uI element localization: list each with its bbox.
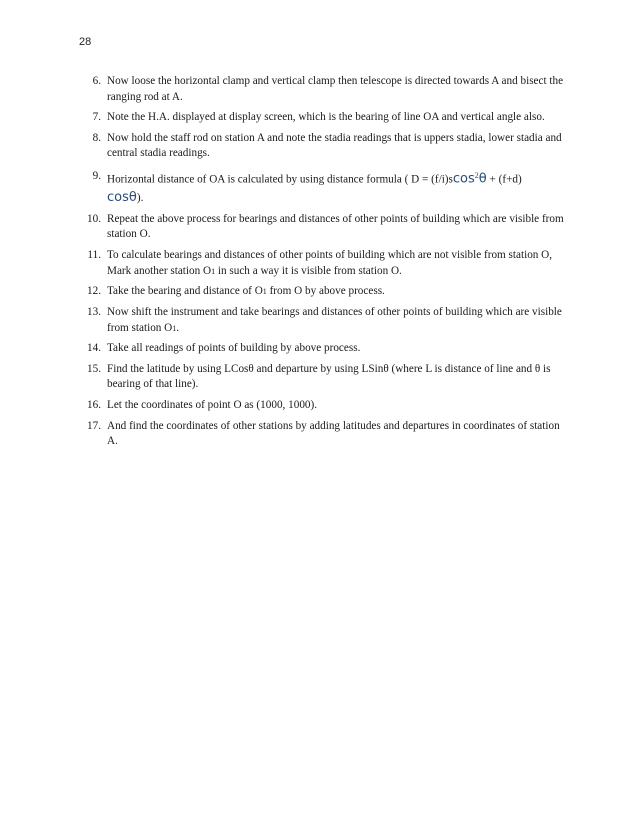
- step-number: 8.: [92, 131, 101, 144]
- step-text: Now hold the staff rod on station A and note the stadia readings that is uppers stadia, lower stadia and central stadia readings.: [107, 131, 562, 160]
- step-text-formula: [107, 167, 564, 207]
- step-number: 7.: [92, 111, 101, 124]
- step-text-part: from O by above process.: [266, 285, 385, 298]
- step-text: And find the coordinates of other stations by adding latitudes and departures in coordinates of station A.: [107, 419, 560, 448]
- list-item: [86, 305, 564, 336]
- step-text: Find the latitude by using LCosθ and departure by using LSinθ (where L is distance of line and θ is bearing of that line).: [107, 362, 551, 391]
- step-number: 11.: [87, 249, 101, 262]
- cos-function: cos: [452, 171, 475, 187]
- step-text-part: .: [176, 321, 180, 334]
- step-number: 15.: [87, 362, 101, 375]
- formula-text-part: ).: [136, 191, 144, 204]
- theta-symbol: θ: [478, 171, 487, 187]
- cos-function: cos: [107, 189, 129, 205]
- list-item: [86, 131, 564, 162]
- step-text-part: To calculate bearings and distances of other points of building which are not visible from station O, Mark another station O: [107, 249, 553, 277]
- step-text-part: Take the bearing and distance of O: [107, 285, 263, 298]
- list-item: [86, 212, 564, 243]
- step-text-part: in such a way it is visible from station O.: [215, 264, 402, 277]
- step-text: Let the coordinates of point O as (1000, 1000).: [107, 399, 318, 412]
- list-item: [86, 362, 564, 393]
- step-number: 13.: [87, 306, 101, 319]
- step-text: Note the H.A. displayed at display screen, which is the bearing of line OA and vertical angle also.: [107, 111, 545, 124]
- step-number: 6.: [92, 75, 101, 87]
- list-item: [86, 341, 564, 357]
- list-item: [86, 419, 564, 450]
- step-text: Now loose the horizontal clamp and vertical clamp then telescope is directed towards A and bisect the ranging rod at A.: [107, 75, 564, 103]
- formula-text-part: Horizontal distance of OA is calculated by using distance formula ( D = (f/i)s: [107, 173, 453, 186]
- formula-text-part: + (f+d): [486, 173, 522, 186]
- subscript: 1: [211, 266, 216, 276]
- step-text: [107, 284, 564, 300]
- list-item: [86, 398, 564, 414]
- procedure-steps-list: [86, 74, 564, 455]
- step-text: Repeat the above process for bearings and distances of other points of building which are visible from station O.: [107, 212, 564, 241]
- list-item: [86, 284, 564, 300]
- step-number: 14.: [87, 342, 101, 355]
- subscript: 1: [262, 287, 267, 297]
- list-item: [86, 110, 564, 126]
- squared-exponent: 2: [474, 171, 479, 181]
- step-text: Take all readings of points of building by above process.: [107, 342, 361, 355]
- step-number: 10.: [87, 212, 101, 225]
- step-number: 16.: [87, 399, 101, 412]
- list-item: [86, 248, 564, 279]
- step-number: 17.: [87, 419, 101, 432]
- step-number: 12.: [87, 285, 101, 298]
- step-number: 9.: [92, 170, 101, 183]
- step-text: [107, 248, 564, 279]
- page-number: 28: [79, 36, 92, 48]
- theta-symbol: θ: [128, 189, 137, 205]
- step-text: [107, 305, 564, 336]
- list-item: [86, 167, 564, 207]
- list-item: [86, 74, 564, 105]
- subscript: 1: [172, 323, 177, 333]
- step-text-part: Now shift the instrument and take bearings and distances of other points of building which are visible from station O: [107, 306, 562, 334]
